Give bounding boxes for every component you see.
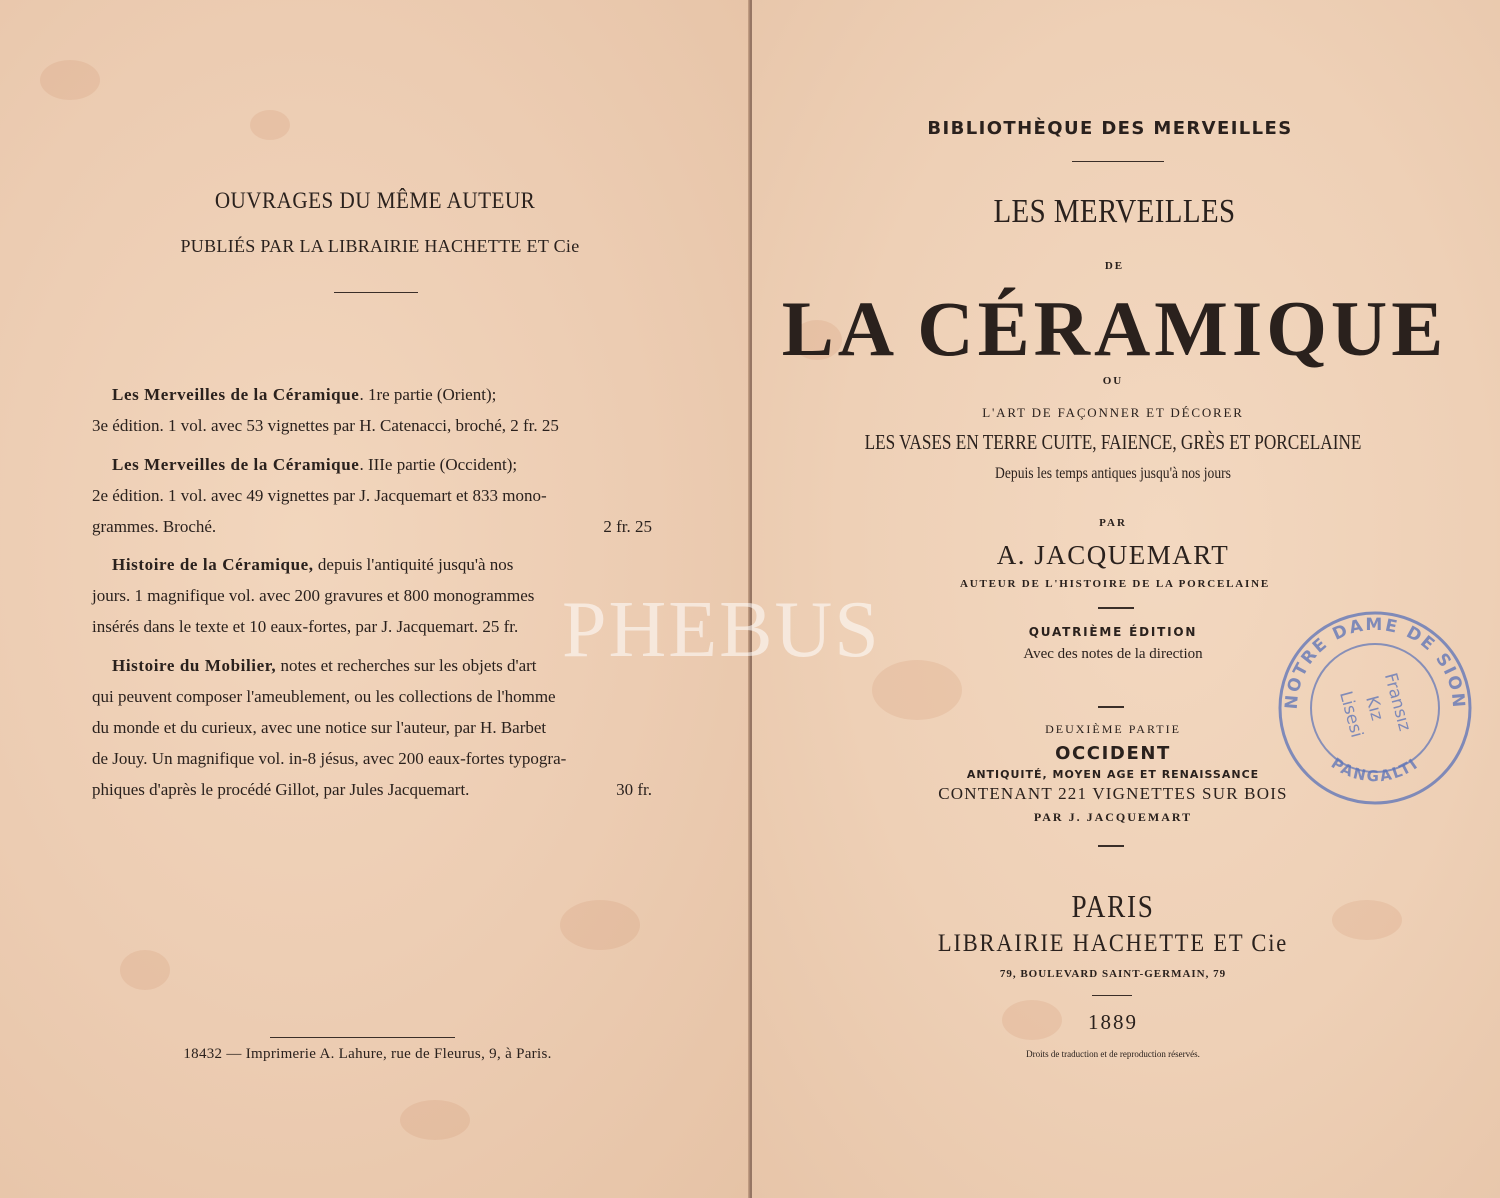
- left-heading: OUVRAGES DU MÊME AUTEUR: [214, 188, 536, 213]
- author-name: A. JACQUEMART: [996, 540, 1230, 570]
- series-divider: [1072, 161, 1164, 162]
- main-title: LA CÉRAMIQUE: [781, 285, 1448, 372]
- part-name: OCCIDENT: [1055, 743, 1171, 764]
- stamp-center-3: Lisesi: [1335, 689, 1367, 740]
- phebus-watermark: PHEBUS: [562, 586, 881, 674]
- entry-price: 30 fr.: [616, 780, 652, 799]
- entry-text: du monde et du curieux, avec une notice sur l'auteur, par H. Barbet: [92, 718, 547, 737]
- stamp-center-2: Kız: [1361, 693, 1387, 723]
- title-ou: OU: [1102, 375, 1124, 387]
- subtitle-line-1: L'ART DE FAÇONNER ET DÉCORER: [982, 405, 1244, 420]
- entry-text: de Jouy. Un magnifique vol. in-8 jésus, avec 200 eaux-fortes typogra-: [92, 749, 567, 768]
- publication-year: 1889: [1088, 1010, 1138, 1034]
- entry-text: notes et recherches sur les objets d'art: [276, 656, 537, 675]
- entry-text: 3e édition. 1 vol. avec 53 vignettes par H. Catenacci, broché, 2 fr. 25: [92, 416, 559, 435]
- edition-divider: [1098, 706, 1124, 708]
- subtitle-line-2: LES VASES EN TERRE CUITE, FAIENCE, GRÈS ET PORCELAINE: [864, 430, 1362, 454]
- entry-text: . IIIe partie (Occident);: [359, 455, 518, 474]
- author-divider: [1098, 607, 1134, 609]
- entry-text: depuis l'antiquité jusqu'à nos: [313, 555, 514, 574]
- illustrator-divider: [1098, 845, 1124, 847]
- title-de: DE: [1104, 260, 1125, 272]
- left-divider: [334, 292, 418, 293]
- entry-title: Les Merveilles de la Céramique: [112, 385, 360, 404]
- part-periods: ANTIQUITÉ, MOYEN AGE ET RENAISSANCE: [966, 768, 1260, 781]
- rights-notice: Droits de traduction et de reproduction réservés.: [1026, 1049, 1200, 1059]
- svg-text:PANGALTI: [1328, 754, 1422, 785]
- part-label: DEUXIÈME PARTIE: [1045, 722, 1181, 736]
- title-small: LES MERVEILLES: [993, 193, 1236, 230]
- stamp-ring-bottom: PANGALTI: [1327, 754, 1423, 786]
- entry-text: insérés dans le texte et 10 eaux-fortes, par J. Jacquemart. 25 fr.: [92, 617, 519, 636]
- footer-divider: [270, 1037, 455, 1038]
- edition-note: Avec des notes de la direction: [1023, 646, 1203, 662]
- series-title: BIBLIOTHÈQUE DES MERVEILLES: [927, 118, 1293, 139]
- stamp-center-1: Fransız: [1379, 670, 1415, 734]
- entry-text: 2e édition. 1 vol. avec 49 vignettes par J. Jacquemart et 833 mono-: [92, 486, 547, 505]
- entry-text: . 1re partie (Orient);: [359, 385, 497, 404]
- par-label: PAR: [1099, 517, 1127, 529]
- author-note: AUTEUR DE L'HISTOIRE DE LA PORCELAINE: [960, 578, 1270, 590]
- publisher-address: 79, BOULEVARD SAINT-GERMAIN, 79: [999, 968, 1227, 980]
- vignettes-note: CONTENANT 221 VIGNETTES SUR BOIS: [938, 784, 1288, 803]
- entry-text: grammes. Broché.: [92, 517, 217, 536]
- entry-text: qui peuvent composer l'ameublement, ou les collections de l'homme: [92, 687, 556, 706]
- address-divider: [1092, 995, 1132, 996]
- book-entry-1: [92, 379, 652, 441]
- left-subheading: PUBLIÉS PAR LA LIBRAIRIE HACHETTE ET Cie: [180, 236, 580, 256]
- subtitle-line-3: Depuis les temps antiques jusqu'à nos jours: [995, 465, 1231, 482]
- publisher-name: LIBRAIRIE HACHETTE ET Cie: [937, 930, 1289, 957]
- illustrator-credit: PAR J. JACQUEMART: [1033, 810, 1193, 824]
- printer-footer: 18432 — Imprimerie A. Lahure, rue de Fleurus, 9, à Paris.: [183, 1046, 552, 1062]
- library-stamp: [1275, 608, 1475, 808]
- entry-title: Histoire du Mobilier,: [112, 656, 277, 675]
- edition-label: QUATRIÈME ÉDITION: [1028, 625, 1198, 639]
- book-entry-2: [92, 449, 652, 542]
- publisher-city: PARIS: [1071, 888, 1155, 924]
- stamp-ring-text: NOTRE DAME DE SION: [1281, 614, 1469, 711]
- entry-title: Histoire de la Céramique,: [112, 555, 314, 574]
- entry-price: 2 fr. 25: [603, 517, 652, 536]
- entry-text: phiques d'après le procédé Gillot, par Jules Jacquemart.: [92, 780, 470, 799]
- entry-text: jours. 1 magnifique vol. avec 200 gravures et 800 monogrammes: [92, 586, 535, 605]
- entry-title: Les Merveilles de la Céramique: [112, 455, 360, 474]
